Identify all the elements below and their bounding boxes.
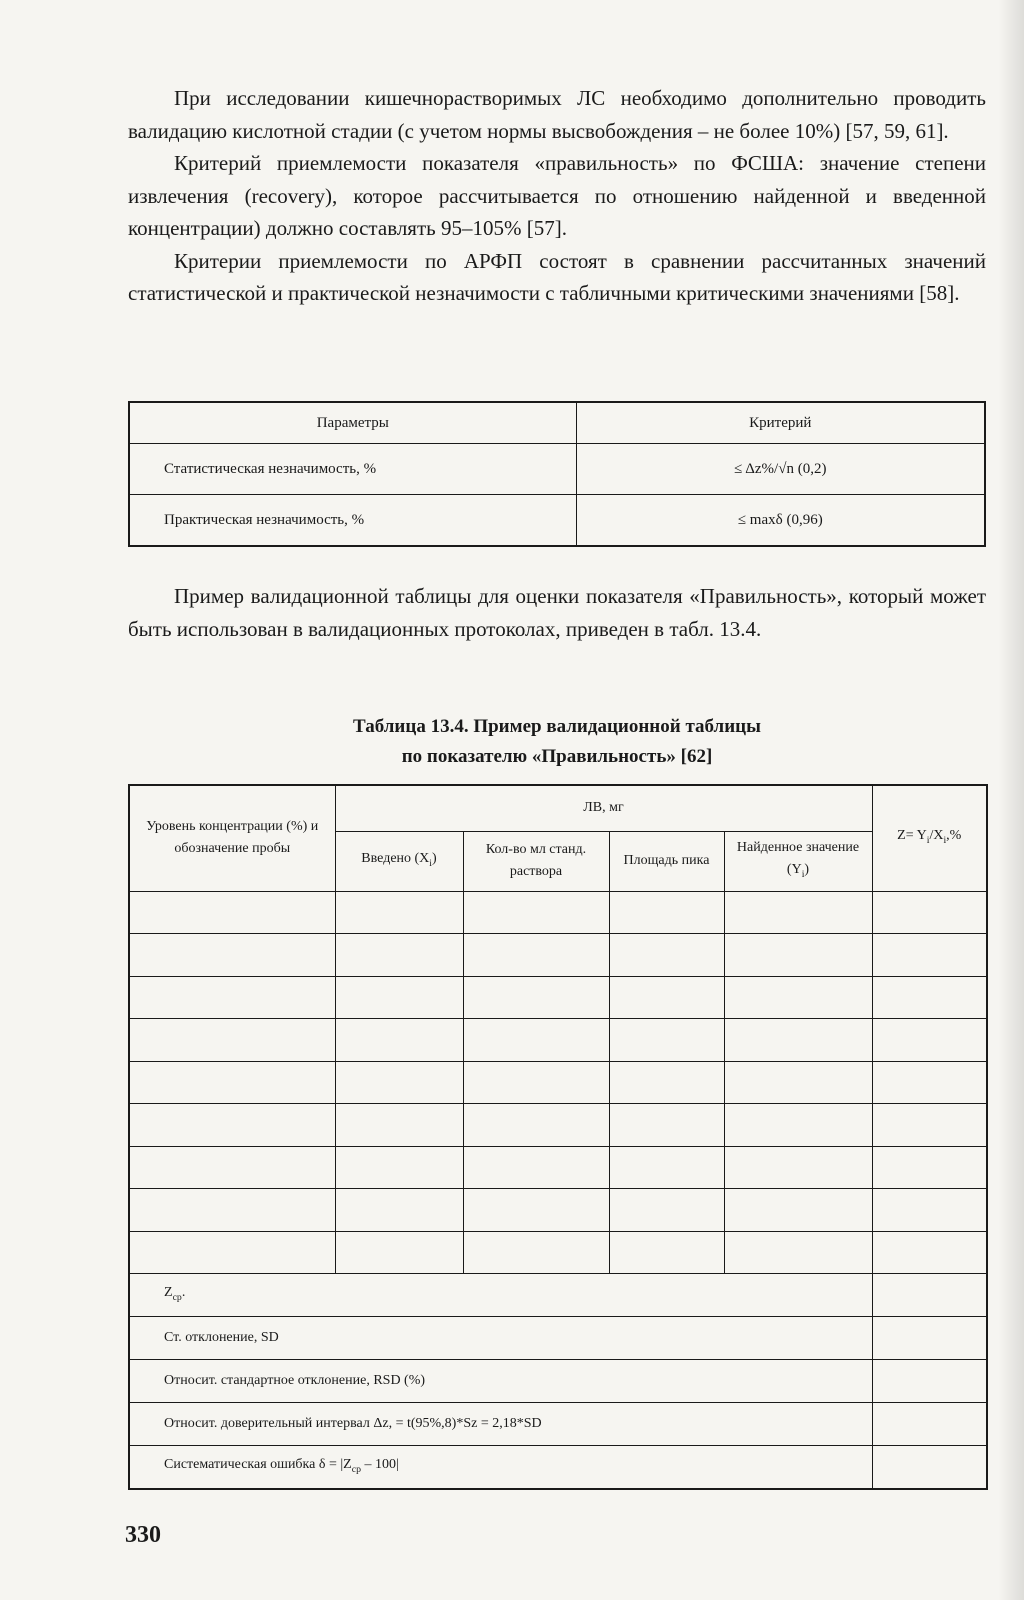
header-level: Уровень концентрации (%) и обозначение пробы xyxy=(129,785,335,891)
table-row xyxy=(129,1104,987,1147)
paragraph-2: Критерий приемлемости показателя «правильность» по ФСША: значение степени извлечения (recovery), которое рассчитывается по отношению найденной и введенной концентрации) должно составлять 95–105% [57]. xyxy=(128,151,986,240)
criteria-cell: ≤ maxδ (0,96) xyxy=(576,495,985,547)
summary-row-rsd: Относит. стандартное отклонение, RSD (%) xyxy=(129,1360,987,1403)
table-row xyxy=(129,1189,987,1232)
page-edge-shadow xyxy=(998,0,1024,1600)
table-row xyxy=(129,1231,987,1274)
summary-row-bias: Систематическая ошибка $\delta = |Z_{ср} - 100|$ xyxy=(129,1446,987,1490)
table-row xyxy=(129,495,985,547)
header-introduced: Введено $(X_i)$ xyxy=(335,831,463,891)
criteria-cell: ≤ Δz%/√n (0,2) xyxy=(576,444,985,495)
criteria-header-params: Параметры xyxy=(129,402,576,444)
table-row xyxy=(129,1019,987,1062)
table-row xyxy=(129,1061,987,1104)
summary-row-sd: Ст. отклонение, SD xyxy=(129,1317,987,1360)
table-row xyxy=(129,976,987,1019)
validation-table xyxy=(128,784,988,1490)
table-row xyxy=(129,891,987,934)
criteria-table xyxy=(128,401,986,547)
header-found: Найденное значение $(Y_i)$ xyxy=(724,831,872,891)
page-number: 330 xyxy=(125,1522,161,1548)
criteria-header-criterion: Критерий xyxy=(576,402,985,444)
table-row xyxy=(129,934,987,977)
paragraph-4: Пример валидационной таблицы для оценки показателя «Правильность», который может быть использован в валидационных протоколах, приведен в табл. 13.4. xyxy=(128,584,986,641)
caption-line-2: по показателю «Правильность» [62] xyxy=(401,746,713,767)
header-z: $Z= Y_i/X_i,\%$ xyxy=(872,785,987,891)
table-row xyxy=(129,444,985,495)
paragraph-3: Критерии приемлемости по АРФП состоят в сравнении рассчитанных значений статистической и практической незначимости с табличными критическими значениями [58]. xyxy=(128,248,986,305)
table-caption xyxy=(128,712,986,772)
summary-row-interval: Относит. доверительный интервал Δz, = t(95%,8)*Sz = 2,18*SD xyxy=(129,1403,987,1446)
table-row xyxy=(129,1146,987,1189)
criteria-cell: Статистическая незначимость, % xyxy=(129,444,576,495)
header-area: Площадь пика xyxy=(609,831,724,891)
header-ml: Кол-во мл станд. раствора xyxy=(463,831,609,891)
criteria-cell: Практическая незначимость, % xyxy=(129,495,576,547)
paragraph-1: При исследовании кишечнорастворимых ЛС необходимо дополнительно проводить валидацию кислотной стадии (с учетом нормы высвобождения – не более 10%) [57, 59, 61]. xyxy=(128,86,986,143)
body-text xyxy=(128,82,986,310)
header-group: ЛВ, мг xyxy=(335,785,872,831)
caption-line-1: Таблица 13.4. Пример валидационной таблицы xyxy=(353,716,761,737)
summary-row-zmean: $Z_{ср}$. xyxy=(129,1274,987,1317)
